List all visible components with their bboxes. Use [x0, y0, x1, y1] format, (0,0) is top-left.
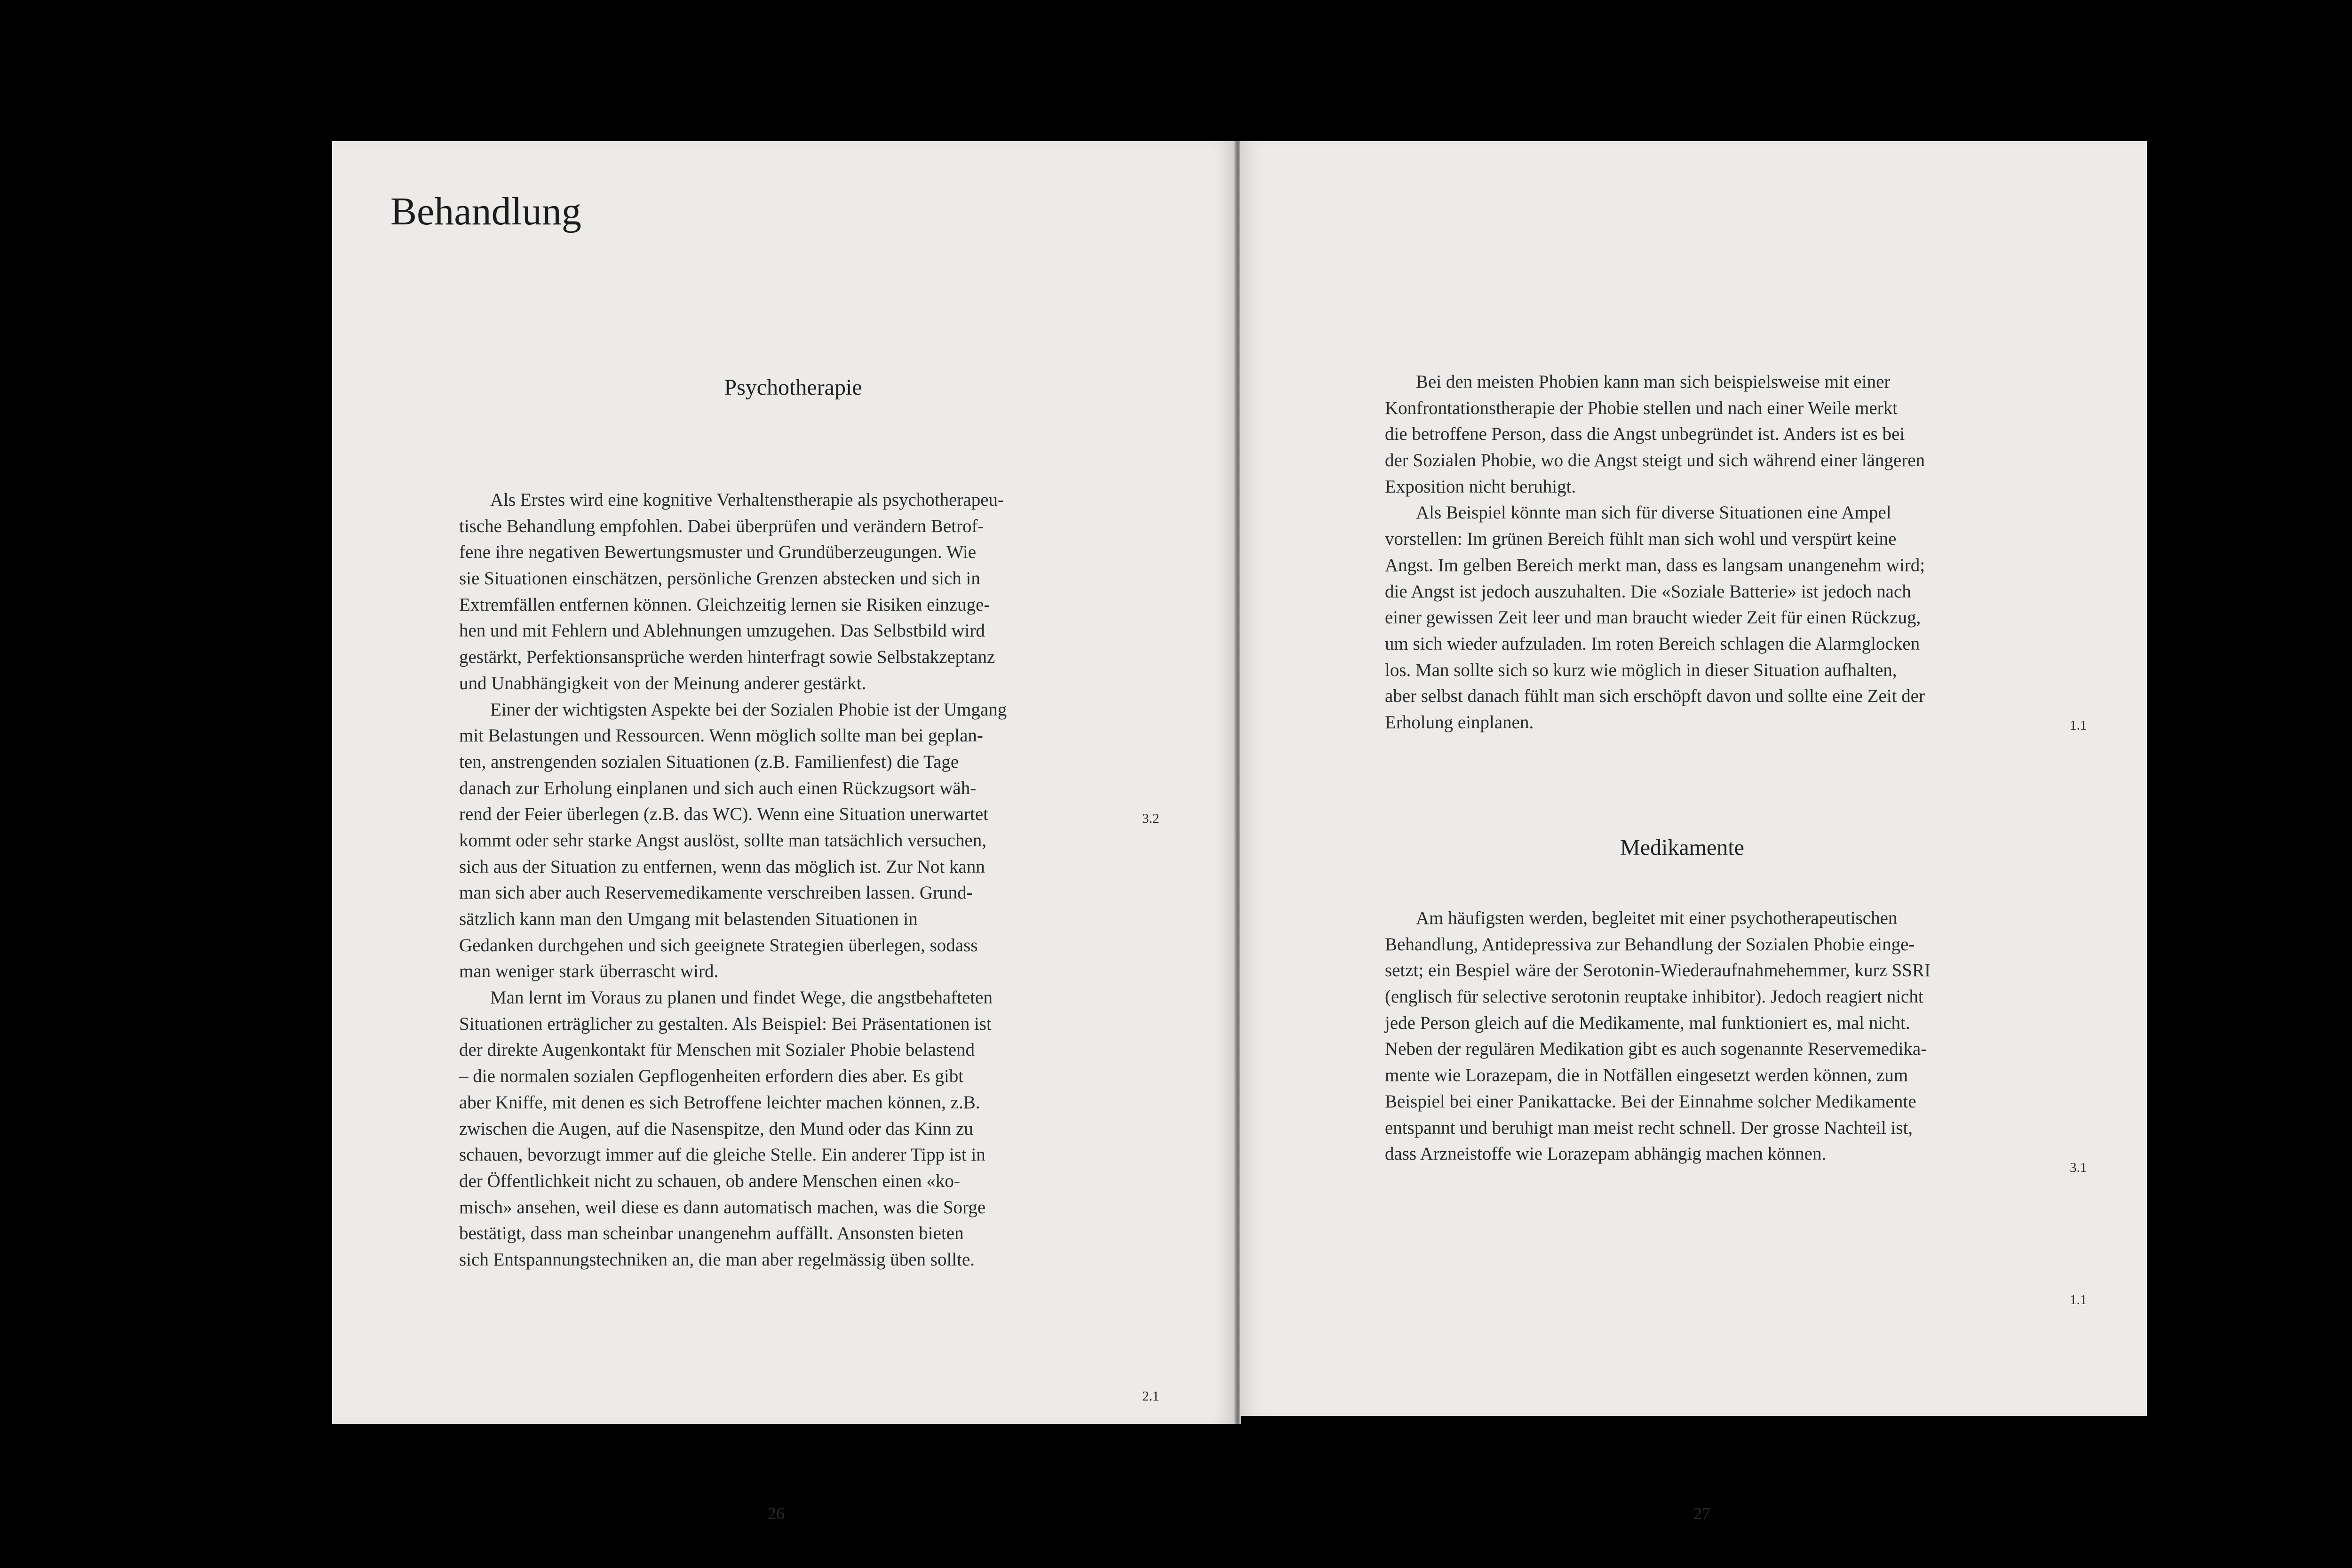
chapter-title: Behandlung	[390, 190, 581, 233]
text-line: aber selbst danach fühlt man sich erschöpft davon und sollte eine Zeit der	[1385, 686, 1925, 707]
text-line: die Angst ist jedoch auszuhalten. Die «Soziale Batterie» ist jedoch nach	[1385, 581, 1911, 602]
text-line: gestärkt, Perfektionsansprüche werden hinterfragt sowie Selbstakzeptanz	[459, 647, 995, 668]
right-page-content	[1240, 141, 2147, 1523]
margin-reference: 2.1	[1142, 1389, 1160, 1404]
text-line: mente wie Lorazepam, die in Notfällen eingesetzt werden können, zum	[1385, 1065, 1908, 1086]
text-line: der direkte Augenkontakt für Menschen mit Sozialer Phobie belastend	[459, 1040, 975, 1060]
text-line: hen und mit Fehlern und Ablehnungen umzugehen. Das Selbstbild wird	[459, 621, 985, 641]
text-line: sich Entspannungstechniken an, die man aber regelmässig üben sollte.	[459, 1249, 975, 1270]
section-title-medikamente: Medikamente	[1620, 835, 1744, 860]
text-line: danach zur Erholung einplanen und sich auch einen Rückzugsort wäh-	[459, 778, 977, 798]
text-line: der Öffentlichkeit nicht zu schauen, ob andere Menschen einen «ko-	[459, 1170, 960, 1191]
text-line: zwischen die Augen, auf die Nasenspitze, den Mund oder das Kinn zu	[459, 1118, 973, 1139]
text-line: ten, anstrengenden sozialen Situationen (z.B. Familienfest) die Tage	[459, 751, 959, 772]
text-line: Angst. Im gelben Bereich merkt man, dass es langsam unangenehm wird;	[1385, 555, 1925, 575]
text-line: Beispiel bei einer Panikattacke. Bei der Einnahme solcher Medikamente	[1385, 1091, 1916, 1112]
text-line: Bei den meisten Phobien kann man sich beispielsweise mit einer	[1416, 372, 1891, 392]
margin-reference: 1.1	[2070, 1292, 2087, 1307]
left-page	[332, 141, 1235, 1523]
text-line: setzt; ein Bespiel wäre der Serotonin-Wiederaufnahmehemmer, kurz SSRI	[1385, 960, 1931, 981]
text-line: – die normalen sozialen Gepflogenheiten erfordern dies aber. Es gibt	[459, 1066, 964, 1087]
text-line: aber Kniffe, mit denen es sich Betroffene leichter machen können, z.B.	[459, 1092, 980, 1113]
text-line: Als Erstes wird eine kognitive Verhaltenstherapie als psychotherapeu-	[490, 490, 1004, 510]
text-line: und Unabhängigkeit von der Meinung anderer gestärkt.	[459, 673, 866, 693]
text-line: Als Beispiel könnte man sich für diverse Situationen eine Ampel	[1416, 502, 1891, 523]
text-line: mit Belastungen und Ressourcen. Wenn möglich sollte man bei geplan-	[459, 725, 983, 746]
text-line: entspannt und beruhigt man meist recht schnell. Der grosse Nachteil ist,	[1385, 1117, 1913, 1138]
text-line: Behandlung, Antidepressiva zur Behandlung der Sozialen Phobie einge-	[1385, 934, 1915, 955]
text-line: rend der Feier überlegen (z.B. das WC). Wenn eine Situation unerwartet	[459, 804, 988, 825]
page-number: 26	[768, 1504, 785, 1523]
text-line: dass Arzneistoffe wie Lorazepam abhängig machen können.	[1385, 1144, 1827, 1164]
text-line: jede Person gleich auf die Medikamente, mal funktioniert es, mal nicht.	[1385, 1012, 1910, 1033]
page-number: 27	[1693, 1504, 1710, 1523]
right-body-text-konfrontation	[1385, 369, 1925, 736]
text-line: man weniger stark überrascht wird.	[459, 961, 719, 982]
text-line: einer gewissen Zeit leer und man braucht wieder Zeit für einen Rückzug,	[1385, 607, 1921, 628]
section-title-psychotherapie: Psychotherapie	[724, 375, 862, 400]
text-line: kommt oder sehr starke Angst auslöst, sollte man tatsächlich versuchen,	[459, 830, 987, 851]
text-line: los. Man sollte sich so kurz wie möglich in dieser Situation aufhalten,	[1385, 660, 1897, 680]
text-line: Neben der regulären Medikation gibt es auch sogenannte Reservemedika-	[1385, 1039, 1927, 1059]
text-line: Man lernt im Voraus zu planen und findet Wege, die angstbehafteten	[490, 987, 993, 1008]
text-line: die betroffene Person, dass die Angst unbegründet ist. Anders ist es bei	[1385, 424, 1905, 445]
text-line: sich aus der Situation zu entfernen, wenn das möglich ist. Zur Not kann	[459, 856, 985, 877]
text-line: Gedanken durchgehen und sich geeignete Strategien überlegen, sodass	[459, 935, 978, 955]
margin-reference: 3.1	[2070, 1160, 2087, 1175]
text-line: tische Behandlung empfohlen. Dabei überprüfen und verändern Betrof-	[459, 516, 984, 536]
left-body-text	[459, 487, 1007, 1273]
text-line: fene ihre negativen Bewertungsmuster und Grundüberzeugungen. Wie	[459, 542, 977, 563]
text-line: Am häufigsten werden, begleitet mit einer psychotherapeutischen	[1416, 908, 1898, 928]
text-line: sätzlich kann man den Umgang mit belastenden Situationen in	[459, 909, 918, 929]
text-line: Einer der wichtigsten Aspekte bei der Sozialen Phobie ist der Umgang	[490, 699, 1007, 720]
text-line: der Sozialen Phobie, wo die Angst steigt und sich während einer längeren	[1385, 450, 1925, 471]
text-line: vorstellen: Im grünen Bereich fühlt man sich wohl und verspürt keine	[1385, 529, 1897, 549]
text-line: Exposition nicht beruhigt.	[1385, 476, 1576, 497]
text-line: bestätigt, dass man scheinbar unangenehm auffällt. Ansonsten bieten	[459, 1223, 964, 1244]
text-line: (englisch für selective serotonin reuptake inhibitor). Jedoch reagiert nicht	[1385, 987, 1923, 1007]
text-line: sie Situationen einschätzen, persönliche Grenzen abstecken und sich in	[459, 568, 980, 589]
text-line: Erholung einplanen.	[1385, 712, 1534, 732]
margin-reference: 1.1	[2070, 718, 2087, 733]
text-line: misch» ansehen, weil diese es dann automatisch machen, was die Sorge	[459, 1197, 986, 1218]
text-line: Konfrontationstherapie der Phobie stellen und nach einer Weile merkt	[1385, 398, 1898, 418]
text-line: man sich aber auch Reservemedikamente verschreiben lassen. Grund-	[459, 883, 973, 903]
text-line: Extremfällen entfernen können. Gleichzeitig lernen sie Risiken einzuge-	[459, 594, 990, 615]
text-line: Situationen erträglicher zu gestalten. Als Beispiel: Bei Präsentationen ist	[459, 1013, 992, 1034]
right-body-text-medikamente	[1385, 905, 1931, 1167]
text-line: um sich wieder aufzuladen. Im roten Bereich schlagen die Alarmglocken	[1385, 633, 1920, 654]
margin-reference: 3.2	[1142, 811, 1160, 826]
text-line: schauen, bevorzugt immer auf die gleiche Stelle. Ein anderer Tipp ist in	[459, 1145, 985, 1165]
